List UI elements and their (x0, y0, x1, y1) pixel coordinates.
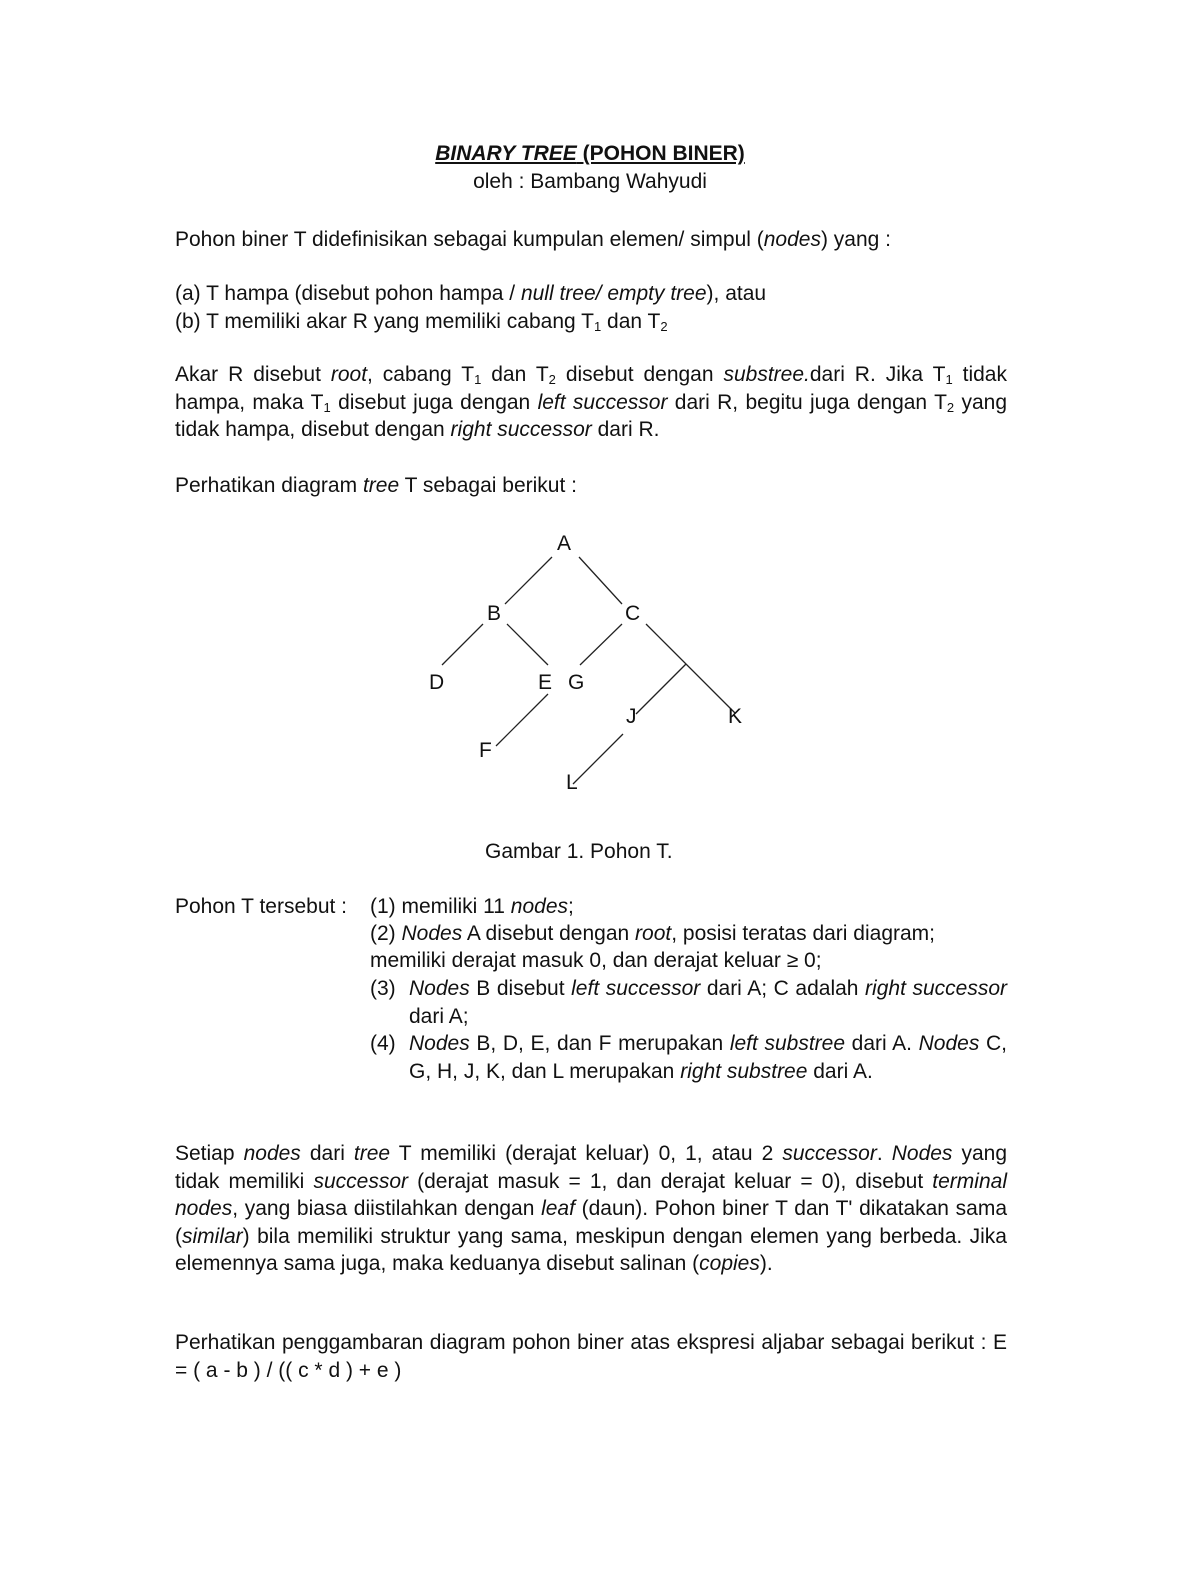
document-title (0, 140, 1180, 167)
intro-paragraph: Pohon biner T didefinisikan sebagai kumpulan elemen/ simpul (nodes) yang : (175, 228, 892, 251)
edge-c-k (646, 624, 735, 713)
list-item-4-number: (4) (370, 1032, 396, 1055)
diagram-intro: Perhatikan diagram tree T sebagai berikut : (175, 474, 577, 497)
definition-a: (a) T hampa (disebut pohon hampa / null tree/ empty tree), atau (175, 282, 767, 305)
list-item-4: Nodes B, D, E, dan F merupakan left substree dari A. Nodes C, G, H, J, K, dan L merupakan right substree dari A. (409, 1032, 1007, 1083)
tree-node-a: A (557, 532, 572, 555)
tree-node-e: E (538, 671, 553, 694)
edge-e-f (496, 694, 548, 746)
tree-node-g: G (568, 671, 585, 694)
tree-node-c: C (625, 602, 641, 625)
edge-a-c (579, 557, 622, 604)
edge-b-d (442, 624, 483, 665)
definition-b: (b) T memiliki akar R yang memiliki cabang $T_1$ dan $T_2$ (175, 310, 668, 334)
edge-b-e (507, 624, 548, 665)
expression-paragraph: Perhatikan penggambaran diagram pohon biner atas ekspresi aljabar sebagai berikut : E = ( a - b ) / (( c * d ) + e ) (175, 1331, 1007, 1382)
list-item-3-number: (3) (370, 977, 396, 1000)
edge-a-b (505, 557, 552, 604)
title-rest: (POHON BINER) (576, 142, 745, 165)
list-item-1: (1) memiliki 11 nodes; (370, 895, 574, 918)
edge-j-branch (636, 664, 686, 714)
document-author: oleh : Bambang Wahyudi (473, 170, 707, 193)
tree-node-l: L (566, 771, 578, 794)
tree-node-b: B (487, 602, 502, 625)
tree-diagram (0, 520, 1200, 820)
tree-node-f: F (479, 739, 492, 762)
figure-caption: Gambar 1. Pohon T. (485, 840, 673, 863)
successor-paragraph: Setiap nodes dari tree T memiliki (derajat keluar) 0, 1, atau 2 successor. Nodes yang tidak memiliki successor (derajat masuk = 1, dan derajat keluar = 0), disebut terminal nodes, yang biasa diistilahkan dengan leaf (daun). Pohon biner T dan T' dikatakan sama (similar) bila memiliki struktur yang sama, meskipun dengan elemen yang berbeda. Jika elemennya sama juga, maka keduanya disebut salinan (copies). (175, 1142, 1007, 1275)
akar-paragraph: Akar R disebut root, cabang $T_1$ dan $T_2$ disebut dengan substree.dari R. Jika $T_1$ tidak hampa, maka $T_1$ disebut juga dengan left successor dari R, begitu juga dengan $T_2$ yang tidak hampa, disebut dengan right successor dari R. (175, 363, 1008, 441)
list-lead: Pohon T tersebut : (175, 895, 348, 918)
list-item-3: Nodes B disebut left successor dari A; C adalah right successor dari A; (409, 977, 1007, 1028)
tree-node-k: K (728, 705, 743, 728)
list-item-2: (2) Nodes A disebut dengan root, posisi teratas dari diagram; (370, 922, 936, 945)
list-item-2-line2: memiliki derajat masuk 0, dan derajat keluar ≥ 0; (370, 949, 822, 972)
edge-c-g (580, 624, 622, 665)
title-italic: BINARY TREE (435, 142, 577, 165)
tree-node-d: D (429, 671, 445, 694)
edge-j-l (573, 734, 623, 784)
tree-node-j: J (626, 705, 637, 728)
